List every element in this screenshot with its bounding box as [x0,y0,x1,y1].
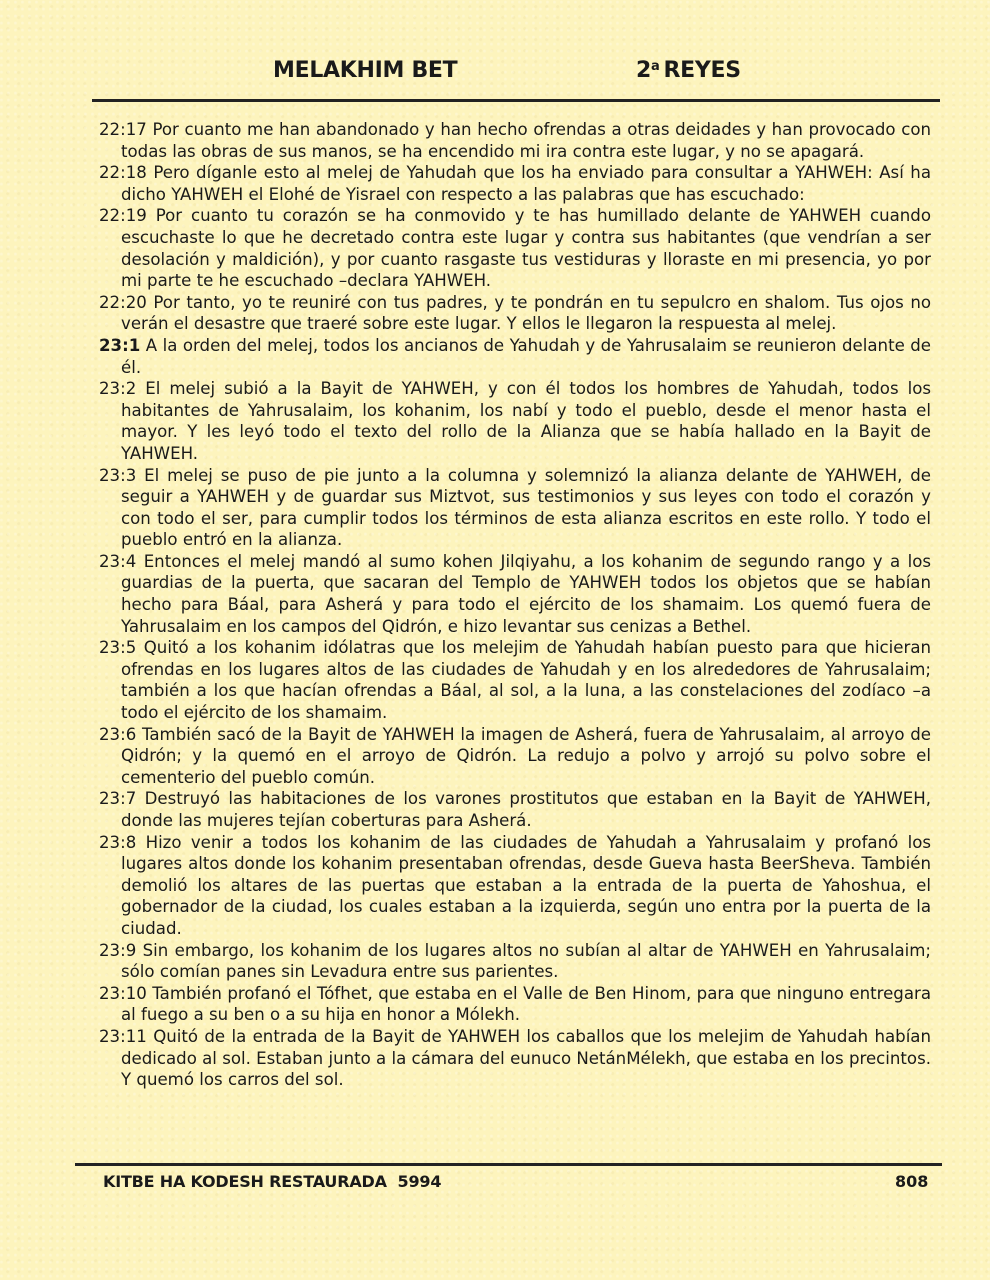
verse-reference: 23:6 [99,724,137,744]
verse-reference: 23:9 [99,940,137,960]
verse [99,465,931,551]
verse [99,637,931,723]
verse-reference: 22:20 [99,292,147,312]
verse-reference: 23:5 [99,638,137,658]
book-title-hebrew: MELAKHIM BET [273,58,458,83]
verse-reference: 22:19 [99,206,147,226]
page-number: 808 [895,1172,929,1191]
verse-text: Pero díganle esto al melej de Yahudah que los ha enviado para consultar a YAHWEH: Así ha dicho YAHWEH el Elohé de Yisrael con respecto a las palabras que has escuchado: [121,163,931,204]
verse [99,162,931,205]
verse [99,119,931,162]
verse-text: El melej subió a la Bayit de YAHWEH, y con él todos los hombres de Yahudah, todos los habitantes de Yahrusalaim, los kohanim, los nabí y todo el pueblo, desde el menor hasta el mayor. Y les leyó todo el texto del rollo de la Alianza que se había hallado en la Bayit de YAHWEH. [121,379,931,463]
verse [99,335,931,378]
verse-reference: 23:10 [99,983,147,1003]
verse-reference: 23:1 [99,335,141,355]
verse-text: Por cuanto tu corazón se ha conmovido y te has humillado delante de YAHWEH cuando escuchaste lo que he decretado contra este lugar y contra sus habitantes (que vendrían a ser desolación y maldición), y por cuanto rasgaste tus vestiduras y lloraste en mi presencia, yo por mi parte te he escuchado –declara YAHWEH. [121,206,931,291]
book-number: 2 [636,58,652,83]
verse [99,205,931,291]
verse [99,551,931,637]
book-number-superscript: a [651,59,660,74]
verse-text: Quitó de la entrada de la Bayit de YAHWEH los caballos que los melejim de Yahudah habían dedicado al sol. Estaban junto a la cámara del eunuco NetánMélekh, que estaba en los precintos. Y quemó los carros del sol. [121,1026,931,1090]
verse-text: El melej se puso de pie junto a la columna y solemnizó la alianza delante de YAHWEH, de seguir a YAHWEH y de guardar sus Miztvot, sus testimonios y sus leyes con todo el corazón y con todo el ser, para cumplir todos los términos de esta alianza escritos en este rollo. Y todo el pueblo entró en la alianza. [121,465,931,550]
verse-reference: 23:4 [99,551,137,571]
verse-reference: 23:2 [99,379,137,399]
verse [99,1026,931,1091]
header-divider [92,99,940,102]
verse-text: Quitó a los kohanim idólatras que los melejim de Yahudah habían puesto para que hicieran ofrendas en los lugares altos de las ciudades de Yahudah y en los alrededores de Yahrusalaim; también a los que hacían ofrendas a Báal, al sol, a la luna, a las constelaciones del zodíaco –a todo el ejército de los shamaim. [121,638,932,723]
footer-publication-title: KITBE HA KODESH RESTAURADA 5994 [103,1172,442,1191]
verse-reference: 23:11 [99,1026,147,1046]
verse-text: Por cuanto me han abandonado y han hecho ofrendas a otras deidades y han provocado con todas las obras de sus manos, se ha encendido mi ira contra este lugar, y no se apagará. [121,120,931,161]
book-title-spanish [636,58,741,83]
verse-text: Destruyó las habitaciones de los varones prostitutos que estaban en la Bayit de YAHWEH, donde las mujeres tejían coberturas para Asherá. [121,789,931,830]
verse-list [99,119,931,1091]
verse-reference: 23:8 [99,832,137,852]
verse [99,983,931,1026]
verse-text: También sacó de la Bayit de YAHWEH la imagen de Asherá, fuera de Yahrusalaim, al arroyo de Qidrón; y la quemó en el arroyo de Qidrón. La redujo a polvo y arrojó su polvo sobre el cementerio del pueblo común. [121,724,931,787]
verse-text: Entonces el melej mandó al sumo kohen Jilqiyahu, a los kohanim de segundo rango y a los guardias de la puerta, que sacaran del Templo de YAHWEH todos los objetos que se habían hecho para Báal, para Asherá y para todo el ejército de los shamaim. Los quemó fuera de Yahrusalaim en los campos del Qidrón, e hizo levantar sus cenizas a Bethel. [121,551,931,636]
footer-divider [75,1163,942,1166]
verse-reference: 22:18 [99,163,147,183]
verse [99,788,931,831]
verse-text: Sin embargo, los kohanim de los lugares altos no subían al altar de YAHWEH en Yahrusalaim; sólo comían panes sin Levadura entre sus parientes. [121,940,932,982]
verse [99,832,931,940]
verse-text: También profanó el Tófhet, que estaba en el Valle de Ben Hinom, para que ninguno entregara al fuego a su ben o a su hija en honor a Mólekh. [121,983,931,1025]
page-header [0,58,990,92]
book-name: REYES [663,58,741,83]
verse-text: Hizo venir a todos los kohanim de las ciudades de Yahudah a Yahrusalaim y profanó los lugares altos donde los kohanim presentaban ofrendas, desde Gueva hasta BeerSheva. También demolió los altares de las puertas que estaban a la entrada de la puerta de Yahoshua, el gobernador de la ciudad, los cuales estaban a la izquierda, según uno entra por la puerta de la ciudad. [121,832,931,938]
verse [99,724,931,789]
verse-reference: 23:7 [99,789,137,809]
verse [99,940,931,983]
verse [99,292,931,335]
verse-reference: 23:3 [99,465,137,485]
verse-text: Por tanto, yo te reuniré con tus padres, y te pondrán en tu sepulcro en shalom. Tus ojos no verán el desastre que traeré sobre este lugar. Y ellos le llegaron la respuesta al melej. [121,292,931,334]
verse-reference: 22:17 [99,120,147,139]
verse [99,378,931,464]
verse-text: A la orden del melej, todos los ancianos de Yahudah y de Yahrusalaim se reunieron delante de él. [121,335,931,377]
